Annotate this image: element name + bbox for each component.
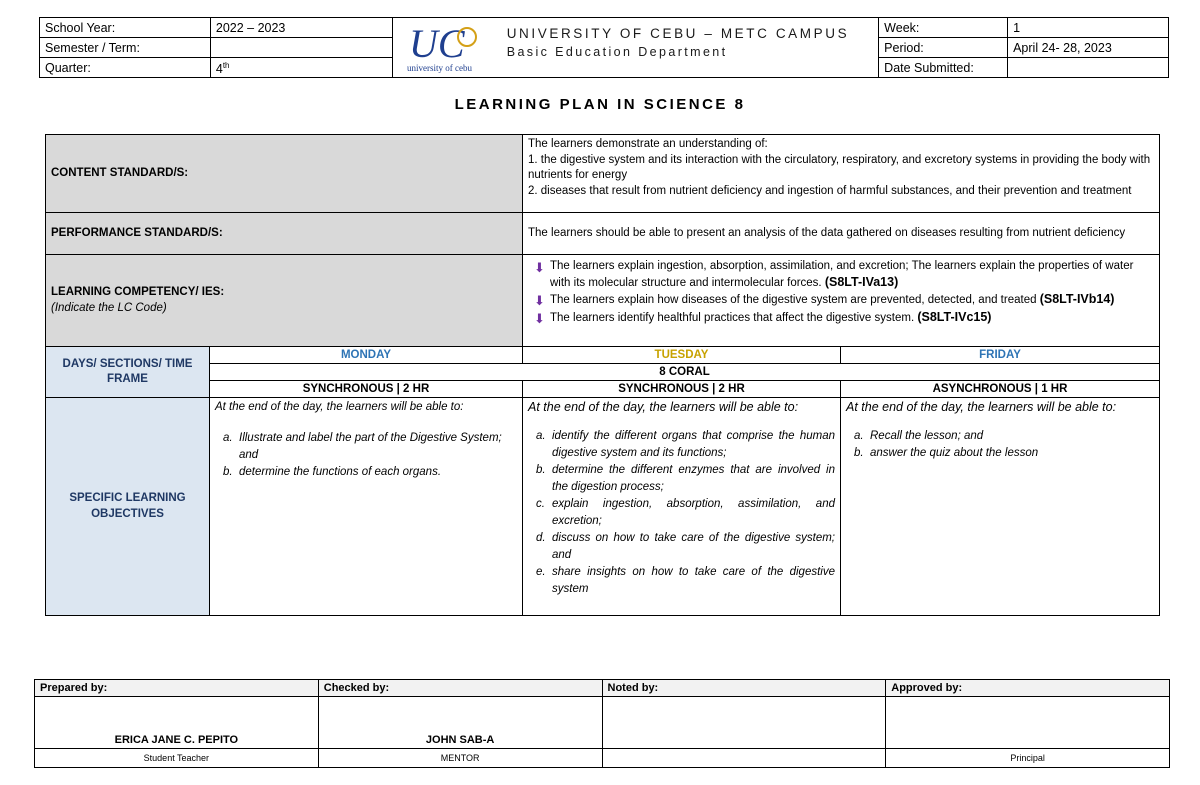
noted-by-name [602, 697, 886, 749]
arrow-down-icon: ⬇ [534, 310, 545, 326]
prepared-by-label: Prepared by: [35, 680, 319, 697]
objective-item: a. Recall the lesson; and [854, 429, 984, 442]
quarter-value: 4th [210, 58, 392, 78]
day-monday: MONDAY [210, 347, 523, 364]
checked-by-name: JOHN SAB-A [318, 697, 602, 749]
university-banner [392, 18, 878, 78]
school-year-value: 2022 – 2023 [210, 18, 392, 38]
objective-item: c. explain ingestion, absorption, assimilation, and excretion; [536, 497, 835, 527]
competency-item: ⬇ The learners identify healthful practices that affect the digestive system. (S8LT-IVc15) [534, 309, 992, 326]
page-title: LEARNING PLAN IN SCIENCE 8 [454, 96, 746, 113]
objective-item: d. discuss on how to take care of the digestive system; and [536, 531, 835, 561]
week-value: 1 [1008, 18, 1169, 38]
checked-by-role: MENTOR [318, 749, 602, 768]
mode-monday: SYNCHRONOUS | 2 HR [210, 381, 523, 398]
objective-item: e. share insights on how to take care of the digestive system [536, 565, 835, 595]
noted-by-label: Noted by: [602, 680, 886, 697]
content-standard-text: The learners demonstrate an understanding of: 1. the digestive system and its interaction with the circulatory, respiratory, and excretory systems in providing the body with nutrients for energy 2. diseases that result from nutrient deficiency and ingestion of harmful substances, and their prevention and treatment [523, 135, 1160, 213]
objective-item: a. Illustrate and label the part of the Digestive System; and [223, 431, 502, 461]
learning-plan-table [45, 134, 1160, 616]
objectives-friday: At the end of the day, the learners will be able to: a. Recall the lesson; and b. answer the quiz about the lesson [841, 398, 1160, 616]
school-year-label: School Year: [40, 18, 211, 38]
performance-standard-label: PERFORMANCE STANDARD/S: [46, 213, 523, 255]
mode-tuesday: SYNCHRONOUS | 2 HR [523, 381, 841, 398]
svg-text:UC: UC [408, 20, 465, 66]
mode-friday: ASYNCHRONOUS | 1 HR [841, 381, 1160, 398]
arrow-down-icon: ⬇ [534, 260, 545, 275]
approved-by-label: Approved by: [886, 680, 1170, 697]
week-label: Week: [879, 18, 1008, 38]
days-label: DAYS/ SECTIONS/ TIME FRAME [46, 347, 210, 398]
date-submitted-label: Date Submitted: [879, 58, 1008, 78]
objectives-label: SPECIFIC LEARNING OBJECTIVES [46, 398, 210, 616]
prepared-by-role: Student Teacher [35, 749, 319, 768]
objective-item: b. answer the quiz about the lesson [854, 446, 1039, 459]
competency-item: ⬇ The learners explain how diseases of the digestive system are prevented, detected, and treated (S8LT-IVb14) [534, 292, 1115, 308]
approved-by-name [886, 697, 1170, 749]
period-label: Period: [879, 38, 1008, 58]
learning-competency-label: LEARNING COMPETENCY/ IES: (Indicate the LC Code) [46, 255, 523, 347]
content-standard-label: CONTENT STANDARD/S: [46, 135, 523, 213]
objectives-tuesday: At the end of the day, the learners will be able to: a. identify the different organs that comprise the human digestive system and its functions; b. determine the different enzymes that are involved in the digestion process; c. explain ingestion, absorption, assimilation, and excretion; d. discuss on how to take care of the digestive system; and e. share insights on how to take care of the digestive system [523, 398, 841, 616]
semester-value [210, 38, 392, 58]
date-submitted-value [1008, 58, 1169, 78]
period-value: April 24- 28, 2023 [1008, 38, 1169, 58]
competency-item: ⬇ The learners explain ingestion, absorption, assimilation, and excretion; The learners explain the properties of water with its molecular structure and intermolecular forces. (S8LT-IVa13) [534, 260, 1134, 289]
noted-by-role [602, 749, 886, 768]
prepared-by-name: ERICA JANE C. PEPITO [35, 697, 319, 749]
performance-standard-text: The learners should be able to present an analysis of the data gathered on diseases resulting from nutrient deficiency [523, 213, 1160, 255]
header-table [39, 17, 1169, 78]
day-tuesday: TUESDAY [523, 347, 841, 364]
university-name: UNIVERSITY OF CEBU – METC CAMPUS [506, 25, 850, 41]
objective-item: b. determine the different enzymes that are involved in the digestion process; [536, 463, 835, 493]
objectives-monday: At the end of the day, the learners will be able to: a. Illustrate and label the part of the Digestive System; and b. determine the functions of each organs. [210, 398, 523, 616]
quarter-label: Quarter: [40, 58, 211, 78]
objective-item: b. determine the functions of each organs. [223, 465, 442, 478]
approved-by-role: Principal [886, 749, 1170, 768]
learning-competency-list [523, 255, 1160, 347]
department-name: Basic Education Department [506, 44, 728, 59]
university-logo [405, 21, 487, 75]
section-name: 8 CORAL [210, 364, 1160, 381]
checked-by-label: Checked by: [318, 680, 602, 697]
semester-label: Semester / Term: [40, 38, 211, 58]
objective-item: a. identify the different organs that comprise the human digestive system and its functions; [536, 429, 835, 459]
svg-text:university of cebu: university of cebu [406, 62, 472, 73]
arrow-down-icon: ⬇ [534, 293, 545, 308]
signature-table [34, 679, 1170, 768]
day-friday: FRIDAY [841, 347, 1160, 364]
